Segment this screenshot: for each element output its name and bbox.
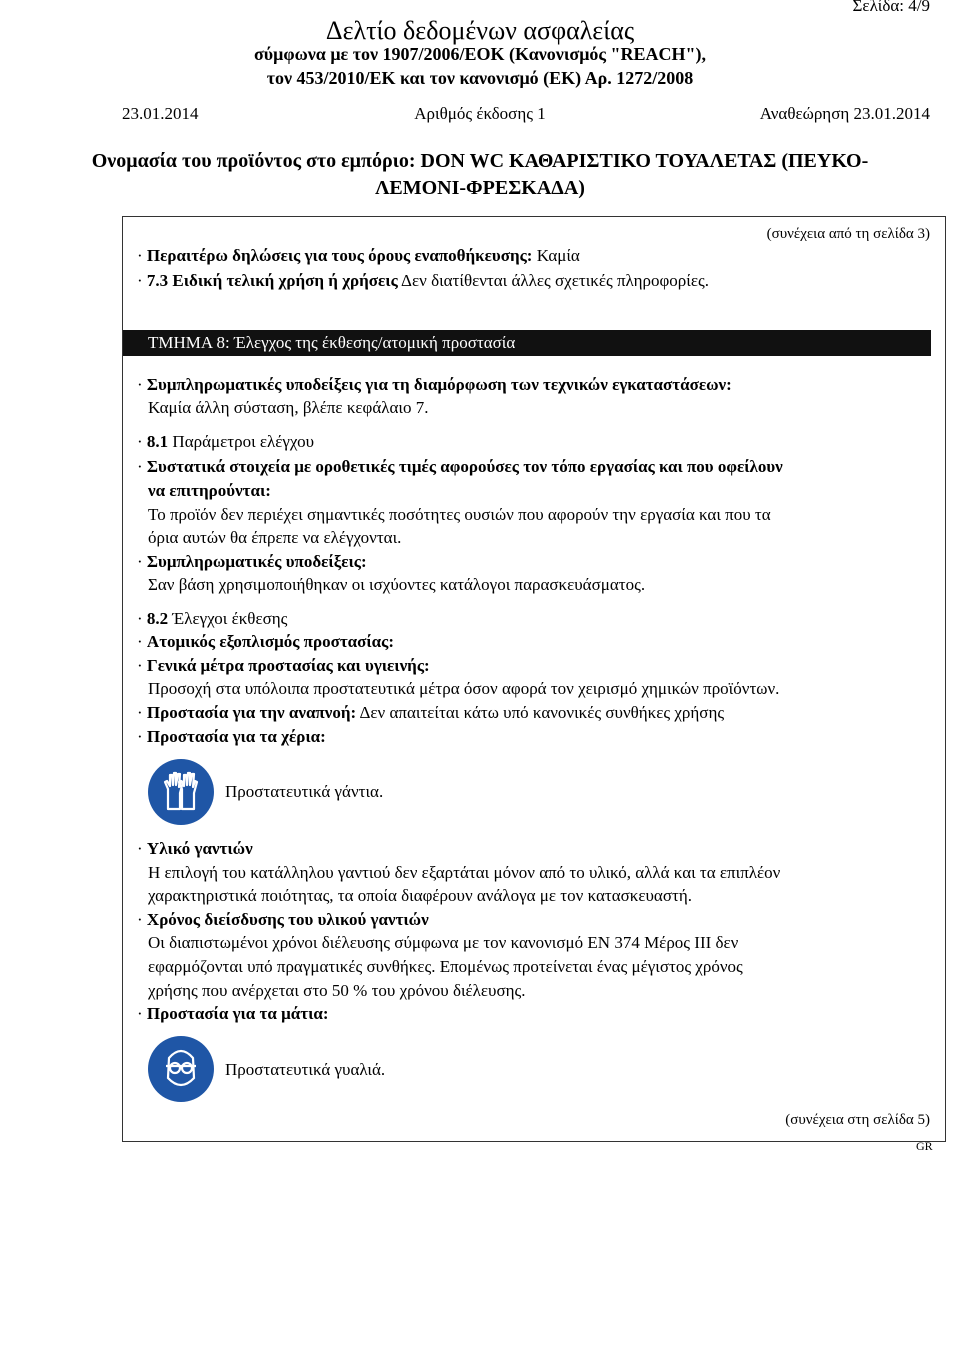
storage-label: Περαιτέρω δηλώσεις για τους όρους εναποθήκευσης: [146,246,533,265]
product-name-line-1: Ονομασία του προϊόντος στο εμπόριο: DON WC ΚΑΘΑΡΙΣΤΙΚΟ ΤΟΥΑΛΕΤΑΣ (ΠΕΥΚΟ- [91,150,869,172]
bullet: · [137,632,143,651]
respiratory-label: Προστασία για την αναπνοή: [146,703,357,722]
specific-use-label: 7.3 Ειδική τελική χρήση ή χρήσεις [146,271,398,290]
regulation-line-1: σύμφωνα με τον 1907/2006/ΕΟΚ (Κανονισμός "REACH"), [254,44,706,64]
continued-from: (συνέχεια από τη σελίδα 3) [766,226,930,242]
glove-material-text-1: Η επιλογή του κατάλληλου γαντιού δεν εξαρτάται μόνον από το υλικό, αλλά και τα επιπλέον [148,863,781,882]
additional-info-text: Σαν βάση χρησιμοποιήθηκαν οι ισχύοντες κατάλογοι παρασκευάσματος. [148,575,646,594]
general-measures-text: Προσοχή στα υπόλοιπα προστατευτικά μέτρα όσον αφορά τον χειρισμό χημικών προϊόντων. [148,679,780,698]
gloves-pictogram-icon [148,759,214,825]
bullet: · [137,1004,143,1023]
control-parameters-heading [137,432,314,452]
continued-to: (συνέχεια στη σελίδα 5) [785,1112,930,1128]
bullet: · [137,910,143,929]
ppe-label-text: Ατομικός εξοπλισμός προστασίας: [146,632,394,651]
section-8-title-bar: ΤΜΗΜΑ 8: Έλεγχος της έκθεσης/ατομική προστασία [123,330,931,356]
specific-end-use [137,271,709,291]
bullet: · [137,727,143,746]
design-label-text: Συμπληρωματικές υποδείξεις για τη διαμόρφωση των τεχνικών εγκαταστάσεων: [146,375,732,394]
components-label-2: να επιτηρούνται: [148,481,271,500]
design-label [137,375,732,395]
version-number: Αριθμός έκδοσης 1 [414,104,546,123]
bullet: · [137,656,143,675]
breakthrough-label [137,910,429,930]
glove-material-text-2: χαρακτηριστικά ποιότητας, τα οποία διαφέρουν ανάλογα με τον κατασκευαστή. [148,886,692,905]
breakthrough-text-3: χρήσης που ανέρχεται στο 50 % του χρόνου διέλευσης. [148,981,526,1000]
heading-text-8-1: Παράμετροι ελέγχου [168,432,315,451]
storage-value: Καμία [532,246,580,265]
heading-text-8-2: Έλεγχοι έκθεσης [168,609,288,628]
components-text-1: Το προϊόν δεν περιέχει σημαντικές ποσότητες ουσιών που αφορούν την εργασία και που τα [148,505,771,524]
storage-conditions [137,246,580,266]
respiratory-value: Δεν απαιτείται κάτω υπό κανονικές συνθήκες χρήσης [356,703,725,722]
gloves-pictogram-text: Προστατευτικά γάντια. [225,782,384,801]
glove-material-label-text: Υλικό γαντιών [146,839,253,858]
hand-protection-label-text: Προστασία για τα χέρια: [146,727,326,746]
eye-protection-label [137,1004,329,1024]
product-name [0,148,960,202]
eye-protection-label-text: Προστασία για τα μάτια: [146,1004,329,1023]
additional-info-label-text: Συμπληρωματικές υποδείξεις: [146,552,367,571]
country-code: GR [916,1139,933,1153]
components-label-1 [137,457,783,477]
breakthrough-label-text: Χρόνος διείσδυσης του υλικού γαντιών [146,910,429,929]
glove-material-label [137,839,253,859]
bullet: · [137,246,143,265]
heading-number-8-1: 8.1 [146,432,169,451]
print-date: 23.01.2014 [122,104,199,123]
general-measures-label [137,656,430,676]
additional-info-label [137,552,367,572]
breakthrough-text-1: Οι διαπιστωμένοι χρόνοι διέλευσης σύμφωνα με τον κανονισμό EN 374 Μέρος ΙΙΙ δεν [148,933,739,952]
product-name-line-2: ΛΕΜΟΝΙ-ΦΡΕΣΚΑΔΑ) [375,177,585,199]
design-value: Καμία άλλη σύσταση, βλέπε κεφάλαιο 7. [148,398,429,417]
bullet: · [137,375,143,394]
ppe-label [137,632,394,652]
components-text-2: όρια αυτών θα έπρεπε να ελέγχονται. [148,528,402,547]
goggles-pictogram-text: Προστατευτικά γυαλιά. [225,1060,386,1079]
bullet: · [137,552,143,571]
bullet: · [137,703,143,722]
components-label-text: Συστατικά στοιχεία με οροθετικές τιμές αφορούσες τον τόπο εργασίας και που οφείλουν [146,457,783,476]
revision-date: Αναθεώρηση 23.01.2014 [759,104,930,123]
exposure-controls-heading [137,609,287,629]
heading-number-8-2: 8.2 [146,609,169,628]
hand-protection-label [137,727,326,747]
document-title: Δελτίο δεδομένων ασφαλείας [325,16,635,45]
specific-use-value: Δεν διατίθενται άλλες σχετικές πληροφορίες. [397,271,709,290]
page-number: Σελίδα: 4/9 [852,0,930,15]
goggles-pictogram-icon [148,1036,214,1102]
regulation-line-2: τον 453/2010/ΕΚ και τον κανονισμό (ΕΚ) Αρ. 1272/2008 [266,68,694,88]
general-measures-label-text: Γενικά μέτρα προστασίας και υγιεινής: [146,656,430,675]
respiratory-protection [137,703,724,723]
bullet: · [137,457,143,476]
bullet: · [137,271,143,290]
bullet: · [137,609,143,628]
bullet: · [137,432,143,451]
bullet: · [137,839,143,858]
breakthrough-text-2: εφαρμόζονται υπό πραγματικές συνθήκες. Επομένως προτείνεται ένας μέγιστος χρόνος [148,957,743,976]
